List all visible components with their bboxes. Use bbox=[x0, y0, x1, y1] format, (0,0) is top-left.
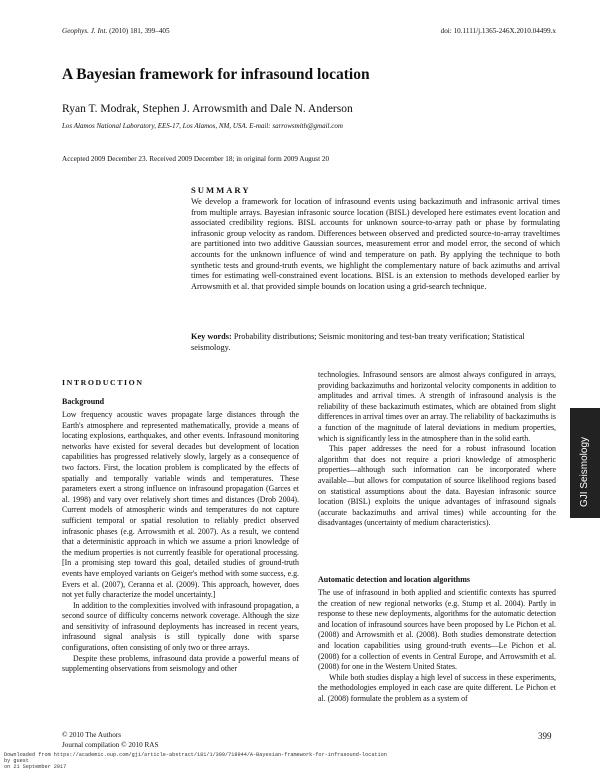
keywords-label: Key words: bbox=[191, 332, 232, 341]
right-column-body-bottom bbox=[318, 588, 556, 760]
paragraph: This paper addresses the need for a robust infrasound location algorithm that does not require a priori knowledge of atmospheric properties—although such information can be incorporated where available—but allows for computation of source likelihood regions based on statistical assumptions about the data. Bayesian infrasonic source location (BISL) exploits the unique advantages of infrasound signals (accurate backazimuths and arrival times) while accounting for the disadvantages (uncertainty of medium characteristics). bbox=[318, 444, 556, 528]
right-column-body-top bbox=[318, 370, 556, 554]
doi: doi: 10.1111/j.1365-246X.2010.04499.x bbox=[440, 27, 556, 35]
section-heading-introduction: INTRODUCTION bbox=[62, 378, 144, 387]
download-stamp-line: by guest bbox=[4, 758, 29, 765]
paragraph: Despite these problems, infrasound data provide a powerful means of supplementing observations from seismology and other bbox=[62, 653, 299, 674]
running-header-journal bbox=[62, 27, 170, 35]
abstract-text: We develop a framework for location of infrasound events using backazimuth and infrasonic arrival times from multiple arrays. Bayesian infrasonic source location (BISL) developed here estimates event location and associated credibility regions. BISL accounts for unknown source-to-array path or phase by formulating infrasonic group velocity as random. Differences between observed and predicted source-to-array traveltimes are partitioned into two additive Gaussian sources, measurement error and model error, the second of which accounts for the unknown influence of wind and temperature on path. By applying the technique to both synthetic tests and ground-truth events, we highlight the complementary nature of back azimuths and arrival times for estimating well-constrained event locations. BISL is an extension to methods developed earlier by Arrowsmith et al. that provided simple bounds on location using a grid-search technique. bbox=[191, 197, 560, 291]
article-title: A Bayesian framework for infrasound location bbox=[62, 66, 370, 83]
paragraph: technologies. Infrasound sensors are almost always configured in arrays, providing backazimuths and horizontal velocity components in addition to amplitudes and arrival times. A strength of infrasound analysis is the reliability of these backazimuth estimates, which are obtained from slight differences in arrival times over an array. The reliability of backazimuths is a function of the magnitude of lateral deviations in medium properties, which is significantly less in the atmosphere than in the solid earth. bbox=[318, 370, 556, 443]
sidebar-label: GJI Seismology bbox=[579, 436, 590, 507]
download-stamp-line: Downloaded from https://academic.oup.com/gji/article-abstract/181/1/399/718944/A-Bayesian-framework-for-infrasound-location bbox=[4, 752, 387, 758]
copyright-journal: Journal compilation © 2010 RAS bbox=[62, 741, 159, 749]
keywords-text: Probability distributions; Seismic monitoring and test-ban treaty verification; Statistical seismology. bbox=[191, 332, 525, 352]
download-stamp-line: on 21 September 2017 bbox=[4, 764, 67, 771]
paragraph: While both studies display a high level of success in these experiments, the methodologies employed in each case are quite different. Le Pichon et al. (2008) formulate the problem as a system of bbox=[318, 672, 556, 703]
journal-citation: (2010) 181, 399–405 bbox=[109, 27, 170, 35]
subsection-heading-automatic-detection: Automatic detection and location algorithms bbox=[318, 575, 470, 584]
affiliation: Los Alamos National Laboratory, EES-17, Los Alamos, NM, USA. E-mail: sarrowsmith@gmail.com bbox=[62, 122, 343, 130]
article-dates: Accepted 2009 December 23. Received 2009 December 18; in original form 2009 August 20 bbox=[62, 155, 330, 163]
left-column-body bbox=[62, 410, 299, 765]
download-stamp bbox=[4, 752, 387, 771]
page-number: 399 bbox=[538, 731, 552, 741]
paragraph: Low frequency acoustic waves propagate large distances through the Earth's atmosphere and represented mathematically, provide a means of locating explosions, earthquakes, and other events. Infrasound monitoring networks have existed for several decades but development of location capabilities has progressed relatively slowly, largely as a consequence of two factors. First, the location problem is complicated by the effects of spatially and temporally variable winds and temperatures. These parameters exert a strong influence on infrasound propagation (Garces et al. 1998) and vary over relatively short times and distances (Drob 2004). Current models of atmospheric winds and temperatures do not capture sufficient temporal or spatial resolution to reliably predict observed infrasonic phases (e.g. Arrowsmith et al. 2007). As a result, we contend that a deterministic approach in which we assume a priori knowledge of the medium properties is not currently feasible for operational processing. [In a promising step toward this goal, detailed studies of ground-truth events have employed variants on Geiger's method with some success, e.g. Evers et al. (2007), Ceranna et al. (2009). This approach, however, does not yet fully characterize the model uncertainty.] bbox=[62, 410, 299, 600]
subsection-heading-background: Background bbox=[62, 397, 105, 406]
copyright-authors: © 2010 The Authors bbox=[62, 731, 122, 739]
journal-name: Geophys. J. Int. bbox=[62, 27, 108, 35]
summary-heading: SUMMARY bbox=[191, 185, 251, 195]
paragraph: In addition to the complexities involved with infrasound propagation, a second source of difficulty concerns network coverage. Although the size and sensitivity of infrasound deployments has increased in recent years, infrasound signal analysis is still typically done with sparse configurations, often consisting of only two or three arrays. bbox=[62, 600, 299, 653]
section-sidebar-tab bbox=[570, 408, 600, 518]
keywords bbox=[191, 332, 560, 353]
author-list: Ryan T. Modrak, Stephen J. Arrowsmith and Dale N. Anderson bbox=[62, 103, 353, 115]
paragraph: The use of infrasound in both applied and scientific contexts has spurred the creation of new regional networks (e.g. Stump et al. 2004). Partly in response to these new deployments, algorithms for the automatic detection and location of infrasound sources have been proposed by Le Pichon et al. (2008) and Arrowsmith et al. (2008). Both studies demonstrate detection and location capabilities using ground-truth events—Le Pichon et al. (2008) for a collection of events in Central Europe, and Arrowsmith et al. (2008) for one in the Western United States. bbox=[318, 588, 556, 672]
